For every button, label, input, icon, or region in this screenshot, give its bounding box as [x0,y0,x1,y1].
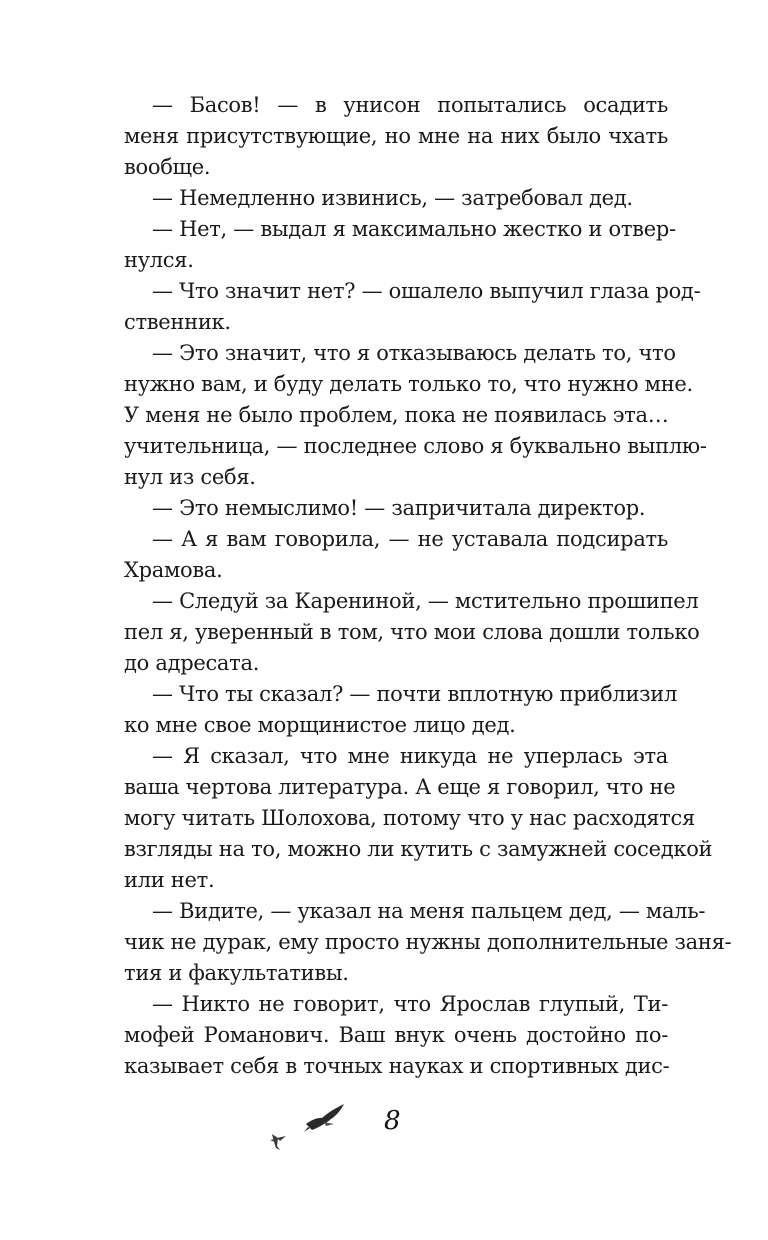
text-line: У меня не было проблем, пока не появилась эта… [124,403,669,427]
text-line: — Нет, — выдал я максимально жестко и отвер- [152,217,676,241]
text-line: могу читать Шолохова, потому что у нас расходятся [124,806,695,830]
text-line: Храмова. [124,558,223,582]
text-line: ко мне свое морщинистое лицо дед. [124,713,516,737]
text-line: ственник. [124,310,231,334]
text-line: — Что ты сказал? — почти вплотную приблизил [152,682,678,706]
text-line: до адресата. [124,651,260,675]
text-line: или нет. [124,868,215,892]
text-line: — Видите, — указал на меня пальцем дед, — маль- [152,899,706,923]
book-page-text [124,90,732,1082]
text-line: — Я сказал, что мне никуда не уперлась эта [152,744,668,768]
text-line: нулся. [124,248,194,272]
text-line: — Басов! — в унисон попытались осадить [152,93,668,117]
text-line: — А я вам говорила, — не уставала подсирать [152,527,668,551]
text-line: учительница, — последнее слово я буквально выплю- [124,434,707,458]
text-line: меня присутствующие, но мне на них было чхать [124,124,668,148]
text-line: — Немедленно извинись, — затребовал дед. [152,186,633,210]
birds-icon [264,1098,354,1158]
text-line: мофей Романович. Ваш внук очень достойно по- [124,1023,668,1047]
text-line: чик не дурак, ему просто нужны дополнительные заня- [124,930,732,954]
text-line: тия и факультативы. [124,961,349,985]
text-line: ваша чертова литература. А еще я говорил, что не [124,775,676,799]
text-line: — Следуй за Карениной, — мстительно прошипел [152,589,699,613]
text-line: — Это немыслимо! — запричитала директор. [152,496,646,520]
page-number: 8 [384,1106,401,1136]
text-line: — Это значит, что я отказываюсь делать то, что [152,341,676,365]
text-line: нужно вам, и буду делать только то, что нужно мне. [124,372,693,396]
text-line: вообще. [124,155,211,179]
text-line: — Никто не говорит, что Ярослав глупый, Ти- [152,992,668,1016]
text-line: нул из себя. [124,465,256,489]
text-line: пел я, уверенный в том, что мои слова дошли только [124,620,700,644]
text-line: — Что значит нет? — ошалело выпучил глаза род- [152,279,701,303]
text-line: взгляды на то, можно ли кутить с замужней соседкой [124,837,713,861]
text-line: казывает себя в точных науках и спортивных дис- [124,1054,670,1078]
